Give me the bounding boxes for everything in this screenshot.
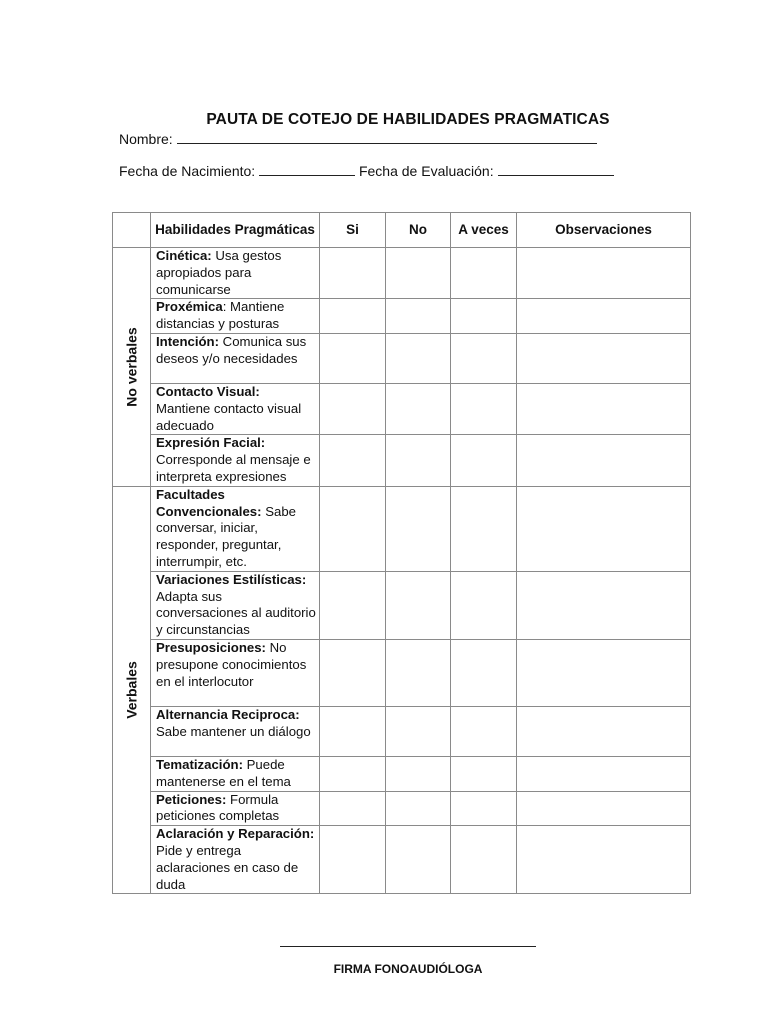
check-a-veces[interactable] xyxy=(451,826,517,894)
check-si[interactable] xyxy=(320,639,386,706)
check-no[interactable] xyxy=(386,435,451,486)
observations-cell[interactable] xyxy=(517,248,691,299)
check-no[interactable] xyxy=(386,706,451,756)
check-no[interactable] xyxy=(386,571,451,639)
check-si[interactable] xyxy=(320,791,386,826)
observations-cell[interactable] xyxy=(517,571,691,639)
check-a-veces[interactable] xyxy=(451,571,517,639)
table-row xyxy=(113,826,691,894)
skill-name: Aclaración y Reparación: xyxy=(156,826,315,842)
table-row xyxy=(113,248,691,299)
table-row xyxy=(113,756,691,791)
signature-label: FIRMA FONOAUDIÓLOGA xyxy=(333,962,483,976)
skill-cell xyxy=(151,571,320,639)
skill-description: Corresponde al mensaje e interpreta expresiones xyxy=(156,452,311,484)
skill-name: Presuposiciones: xyxy=(156,639,266,655)
table-row xyxy=(113,791,691,826)
category-verbales xyxy=(113,486,151,894)
table-row xyxy=(113,383,691,434)
skill-description: Usa gestos apropiados para comunicarse xyxy=(156,248,282,297)
name-blank-line xyxy=(177,131,597,144)
skill-cell xyxy=(151,791,320,826)
check-no[interactable] xyxy=(386,383,451,434)
table-row xyxy=(113,299,691,334)
observations-cell[interactable] xyxy=(517,435,691,486)
skill-description: No presupone conocimientos en el interlocutor xyxy=(156,639,307,689)
table-row xyxy=(113,571,691,639)
birth-date-blank-line xyxy=(259,163,355,176)
document-title: PAUTA DE COTEJO DE HABILIDADES PRAGMATICAS xyxy=(206,111,610,128)
birth-date-label: Fecha de Nacimiento: xyxy=(119,163,256,179)
check-si[interactable] xyxy=(320,826,386,894)
observations-cell[interactable] xyxy=(517,639,691,706)
skill-name: Expresión Facial: xyxy=(156,435,266,451)
skill-name: Cinética: xyxy=(156,248,212,263)
skill-name: Contacto Visual: xyxy=(156,383,260,399)
skill-description: Sabe conversar, iniciar, responder, preguntar, interrumpir, etc. xyxy=(156,503,296,569)
category-label: No verbales xyxy=(123,327,140,407)
observations-cell[interactable] xyxy=(517,706,691,756)
observations-cell[interactable] xyxy=(517,826,691,894)
skill-description: Puede mantenerse en el tema xyxy=(156,756,291,789)
skill-name: Alternancia Reciproca: xyxy=(156,706,300,722)
skill-cell xyxy=(151,639,320,706)
skill-description: Pide y entrega aclaraciones en caso de duda xyxy=(156,842,299,892)
check-a-veces[interactable] xyxy=(451,486,517,571)
check-a-veces[interactable] xyxy=(451,706,517,756)
header-no: No xyxy=(386,213,451,248)
skill-cell xyxy=(151,486,320,571)
table-header-row xyxy=(113,213,691,248)
skill-description: : Mantiene distancias y posturas xyxy=(156,299,285,332)
skill-cell xyxy=(151,299,320,334)
skill-description: Adapta sus conversaciones al auditorio y circunstancias xyxy=(156,588,316,638)
skill-name: Tematización: xyxy=(156,756,243,772)
header-skill: Habilidades Pragmáticas xyxy=(151,213,320,248)
table-row xyxy=(113,486,691,571)
check-no[interactable] xyxy=(386,791,451,826)
header-a-veces: A veces xyxy=(451,213,517,248)
check-a-veces[interactable] xyxy=(451,791,517,826)
check-si[interactable] xyxy=(320,706,386,756)
table-row xyxy=(113,706,691,756)
observations-cell[interactable] xyxy=(517,333,691,383)
check-si[interactable] xyxy=(320,435,386,486)
skill-cell xyxy=(151,248,320,299)
observations-cell[interactable] xyxy=(517,791,691,826)
check-si[interactable] xyxy=(320,299,386,334)
check-a-veces[interactable] xyxy=(451,333,517,383)
header-observaciones: Observaciones xyxy=(517,213,691,248)
signature-line xyxy=(280,946,536,947)
observations-cell[interactable] xyxy=(517,756,691,791)
check-no[interactable] xyxy=(386,248,451,299)
check-si[interactable] xyxy=(320,333,386,383)
observations-cell[interactable] xyxy=(517,383,691,434)
check-no[interactable] xyxy=(386,299,451,334)
check-si[interactable] xyxy=(320,383,386,434)
check-si[interactable] xyxy=(320,248,386,299)
category-no-verbales xyxy=(113,248,151,487)
check-no[interactable] xyxy=(386,826,451,894)
observations-cell[interactable] xyxy=(517,486,691,571)
check-a-veces[interactable] xyxy=(451,299,517,334)
check-no[interactable] xyxy=(386,756,451,791)
check-a-veces[interactable] xyxy=(451,383,517,434)
skill-name: Proxémica xyxy=(156,299,223,315)
skill-description: Formula peticiones completas xyxy=(156,791,280,824)
name-field-row xyxy=(119,131,597,147)
skill-name: Peticiones: xyxy=(156,791,227,807)
skill-description: Comunica sus deseos y/o necesidades xyxy=(156,333,307,366)
check-a-veces[interactable] xyxy=(451,756,517,791)
check-a-veces[interactable] xyxy=(451,639,517,706)
evaluation-date-blank-line xyxy=(498,163,614,176)
check-si[interactable] xyxy=(320,571,386,639)
check-si[interactable] xyxy=(320,486,386,571)
check-no[interactable] xyxy=(386,333,451,383)
skill-cell xyxy=(151,435,320,486)
skill-name: Variaciones Estilísticas: xyxy=(156,571,307,587)
category-label: Verbales xyxy=(123,661,140,719)
check-no[interactable] xyxy=(386,486,451,571)
table-row xyxy=(113,435,691,486)
table-row xyxy=(113,333,691,383)
skill-name: Intención: xyxy=(156,333,220,349)
table-row xyxy=(113,639,691,706)
header-category-cell xyxy=(113,213,151,248)
name-label: Nombre: xyxy=(119,131,173,147)
skill-cell xyxy=(151,756,320,791)
observations-cell[interactable] xyxy=(517,299,691,334)
checklist-table xyxy=(112,212,691,894)
skill-description: Mantiene contacto visual adecuado xyxy=(156,400,302,433)
check-a-veces[interactable] xyxy=(451,435,517,486)
skill-description: Sabe mantener un diálogo xyxy=(156,723,311,739)
skill-name: Facultades Convencionales: xyxy=(156,486,262,519)
header-si: Si xyxy=(320,213,386,248)
skill-cell xyxy=(151,333,320,383)
skill-cell xyxy=(151,706,320,756)
dates-field-row xyxy=(119,163,614,179)
skill-cell xyxy=(151,383,320,434)
skill-cell xyxy=(151,826,320,894)
check-no[interactable] xyxy=(386,639,451,706)
evaluation-date-label: Fecha de Evaluación: xyxy=(358,163,494,179)
check-a-veces[interactable] xyxy=(451,248,517,299)
check-si[interactable] xyxy=(320,756,386,791)
